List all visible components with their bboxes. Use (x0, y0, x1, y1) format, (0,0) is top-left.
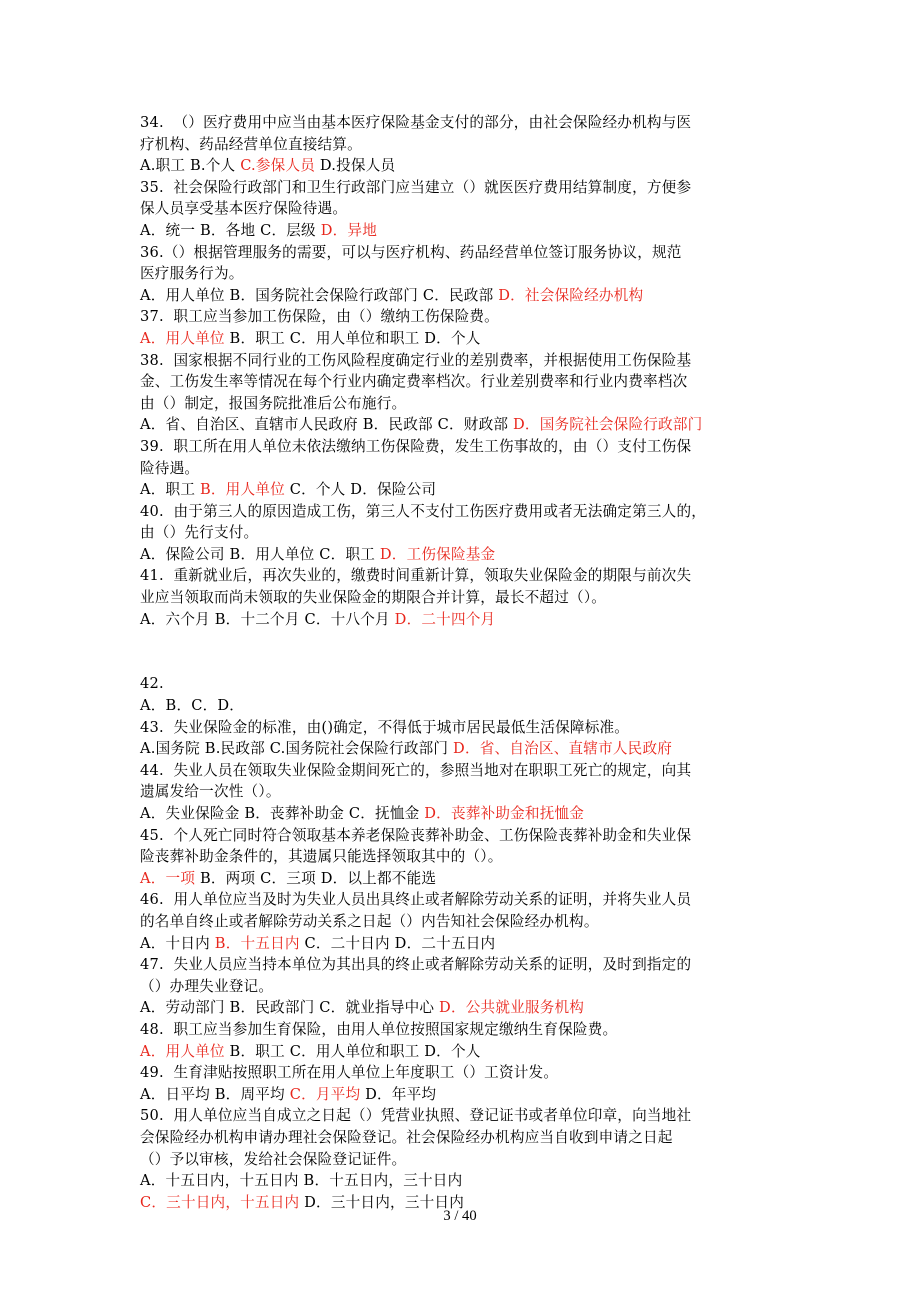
text-segment: 48. 职工应当参加生育保险，由用人单位按照国家规定缴纳生育保险费。 (140, 1020, 618, 1038)
text-segment: A．十日内 (140, 934, 215, 952)
text-segment: 40. 由于第三人的原因造成工伤，第三人不支付工伤医疗费用或者无法确定第三人的， (140, 502, 707, 520)
text-segment: 业应当领取而尚未领取的失业保险金的期限合并计算，最长不超过（）。 (140, 589, 607, 607)
text-line (140, 1084, 790, 1106)
text-segment: 44. 失业人员在领取失业保险金期间死亡的，参照当地对在职职工死亡的规定，向其 (140, 761, 692, 779)
text-line (140, 587, 790, 609)
answer-highlight: D．国务院社会保险行政部门 (513, 416, 703, 434)
answer-highlight: A．用人单位 (140, 1042, 225, 1060)
text-segment: 的名单自终止或者解除劳动关系之日起（）内告知社会保险经办机构。 (140, 912, 599, 930)
blank-line (140, 630, 790, 652)
text-line (140, 846, 790, 868)
text-line (140, 436, 790, 458)
text-line (140, 803, 790, 825)
text-segment: D．年平均 (360, 1085, 437, 1103)
text-line (140, 242, 790, 264)
text-segment: 42. (140, 675, 164, 693)
text-line (140, 198, 790, 220)
blank-line (140, 652, 790, 674)
text-line (140, 328, 790, 350)
text-segment: A．用人单位 B．国务院社会保险行政部门 C．民政部 (140, 286, 499, 304)
text-line (140, 695, 790, 717)
text-line (140, 781, 790, 803)
text-line (140, 933, 790, 955)
answer-highlight: D．省、自治区、直辖市人民政府 (453, 740, 673, 758)
text-line (140, 1127, 790, 1149)
text-segment: A.职工 B.个人 (140, 157, 241, 175)
answer-highlight: D．公共就业服务机构 (439, 999, 585, 1017)
text-line (140, 565, 790, 587)
text-segment: 金、工伤发生率等情况在每个行业内确定费率档次。行业差别费率和行业内费率档次 (140, 373, 688, 391)
text-segment: A．保险公司 B．用人单位 C．职工 (140, 545, 380, 563)
text-line (140, 1170, 790, 1192)
text-segment: 47. 失业人员应当持本单位为其出具的终止或者解除劳动关系的证明，及时到指定的 (140, 956, 692, 974)
text-segment: 险待遇。 (140, 459, 200, 477)
text-segment: D.投保人员 (315, 157, 396, 175)
text-line (140, 1062, 790, 1084)
answer-highlight: D．二十四个月 (394, 610, 496, 628)
text-line (140, 1105, 790, 1127)
text-segment: A．十五日内，十五日内 B．十五日内，三十日内 (140, 1172, 463, 1190)
text-segment: 保人员享受基本医疗保险待遇。 (140, 200, 348, 218)
text-line (140, 220, 790, 242)
text-segment: 36.（）根据管理服务的需要，可以与医疗机构、药品经营单位签订服务协议，规范 (140, 243, 682, 261)
text-segment: （）办理失业登记。 (140, 977, 274, 995)
text-segment: A．六个月 B．十二个月 C．十八个月 (140, 610, 395, 628)
text-segment: A.国务院 B.民政部 C.国务院社会保险行政部门 (140, 740, 454, 758)
text-segment: A．劳动部门 B．民政部门 C．就业指导中心 (140, 999, 440, 1017)
page-number: 3 / 40 (443, 1208, 477, 1224)
text-segment: 医疗服务行为。 (140, 265, 244, 283)
text-line (140, 522, 790, 544)
text-segment: C．个人 D．保险公司 (284, 481, 437, 499)
text-segment: 35. 社会保险行政部门和卫生行政部门应当建立（）就医医疗费用结算制度，方便参 (140, 178, 692, 196)
text-segment: 由（）先行支付。 (140, 524, 259, 542)
text-line (140, 717, 790, 739)
text-line (140, 306, 790, 328)
answer-highlight: C．三十日内，十五日内 (140, 1193, 300, 1211)
text-line (140, 263, 790, 285)
text-segment: B．职工 C．用人单位和职工 D．个人 (224, 329, 481, 347)
text-segment: 46. 用人单位应当及时为失业人员出具终止或者解除劳动关系的证明，并将失业人员 (140, 891, 692, 909)
text-segment: A．失业保险金 B．丧葬补助金 C．抚恤金 (140, 805, 425, 822)
answer-highlight: D．工伤保险基金 (379, 545, 496, 563)
text-line (140, 134, 790, 156)
answer-highlight: B．用人单位 (199, 481, 285, 499)
text-line (140, 976, 790, 998)
text-line (140, 911, 790, 933)
text-segment: A．B．C．D． (140, 697, 245, 715)
text-line (140, 825, 790, 847)
text-line (140, 501, 790, 523)
text-segment: D．三十日内，三十日内 (299, 1193, 464, 1211)
text-segment: 45. 个人死亡同时符合领取基本养老保险丧葬补助金、工伤保险丧葬补助金和失业保 (140, 826, 692, 844)
text-line (140, 997, 790, 1019)
text-segment: C．二十日内 D．二十五日内 (299, 934, 496, 952)
text-line (140, 760, 790, 782)
text-line (140, 609, 790, 631)
answer-highlight: D．丧葬补助金和抚恤金 (424, 805, 585, 822)
text-segment: 遗属发给一次性（）。 (140, 783, 281, 801)
text-line (140, 889, 790, 911)
text-segment: 41. 重新就业后，再次失业的，缴费时间重新计算，领取失业保险金的期限与前次失 (140, 567, 692, 585)
text-segment: A．省、自治区、直辖市人民政府 B．民政部 C．财政部 (140, 416, 514, 434)
text-line (140, 544, 790, 566)
answer-highlight: D．异地 (320, 221, 377, 239)
text-line (140, 738, 790, 760)
text-segment: 43. 失业保险金的标准，由()确定，不得低于城市居民最低生活保障标准。 (140, 718, 630, 736)
text-segment: 39. 职工所在用人单位未依法缴纳工伤保险费，发生工伤事故的，由（）支付工伤保 (140, 437, 692, 455)
answer-highlight: A．用人单位 (140, 329, 225, 347)
text-line (140, 1041, 790, 1063)
text-line (140, 954, 790, 976)
text-segment: 37. 职工应当参加工伤保险，由（）缴纳工伤保险费。 (140, 308, 499, 326)
text-line (140, 393, 790, 415)
text-segment: 由（）制定，报国务院批准后公布施行。 (140, 394, 407, 412)
text-line (140, 112, 790, 134)
text-line (140, 371, 790, 393)
text-segment: A．职工 (140, 481, 200, 499)
text-line (140, 868, 790, 890)
text-line (140, 1149, 790, 1171)
answer-highlight: A．一项 (140, 869, 196, 887)
text-segment: 险丧葬补助金条件的，其遗属只能选择领取其中的（）。 (140, 848, 503, 866)
text-segment: 38. 国家根据不同行业的工伤风险程度确定行业的差别费率，并根据使用工伤保险基 (140, 351, 692, 369)
text-segment: 34. （）医疗费用中应当由基本医疗保险基金支付的部分，由社会保险经办机构与医 (140, 114, 692, 131)
answer-highlight: C.参保人员 (240, 157, 316, 175)
text-line (140, 458, 790, 480)
text-segment: 疗机构、药品经营单位直接结算。 (140, 135, 362, 153)
text-line (140, 177, 790, 199)
answer-highlight: B．十五日内 (214, 934, 300, 952)
text-line (140, 350, 790, 372)
text-segment: B．两项 C．三项 D．以上都不能选 (195, 869, 437, 887)
text-line (140, 414, 790, 436)
text-segment: 49. 生育津贴按照职工所在用人单位上年度职工（）工资计发。 (140, 1064, 559, 1082)
text-line (140, 285, 790, 307)
text-segment: A．日平均 B．周平均 (140, 1085, 290, 1103)
text-segment: 50. 用人单位应当自成立之日起（）凭营业执照、登记证书或者单位印章，向当地社 (140, 1107, 692, 1125)
text-segment: B．职工 C．用人单位和职工 D．个人 (224, 1042, 481, 1060)
text-segment: 会保险经办机构申请办理社会保险登记。社会保险经办机构应当自收到申请之日起 (140, 1128, 673, 1146)
answer-highlight: D．社会保险经办机构 (498, 286, 644, 304)
answer-highlight: C．月平均 (289, 1085, 361, 1103)
text-line (140, 673, 790, 695)
question-list (140, 112, 790, 1213)
text-segment: （）予以审核，发给社会保险登记证件。 (140, 1150, 407, 1168)
text-line (140, 155, 790, 177)
text-line (140, 1019, 790, 1041)
text-line (140, 479, 790, 501)
text-segment: A．统一 B．各地 C．层级 (140, 221, 321, 239)
